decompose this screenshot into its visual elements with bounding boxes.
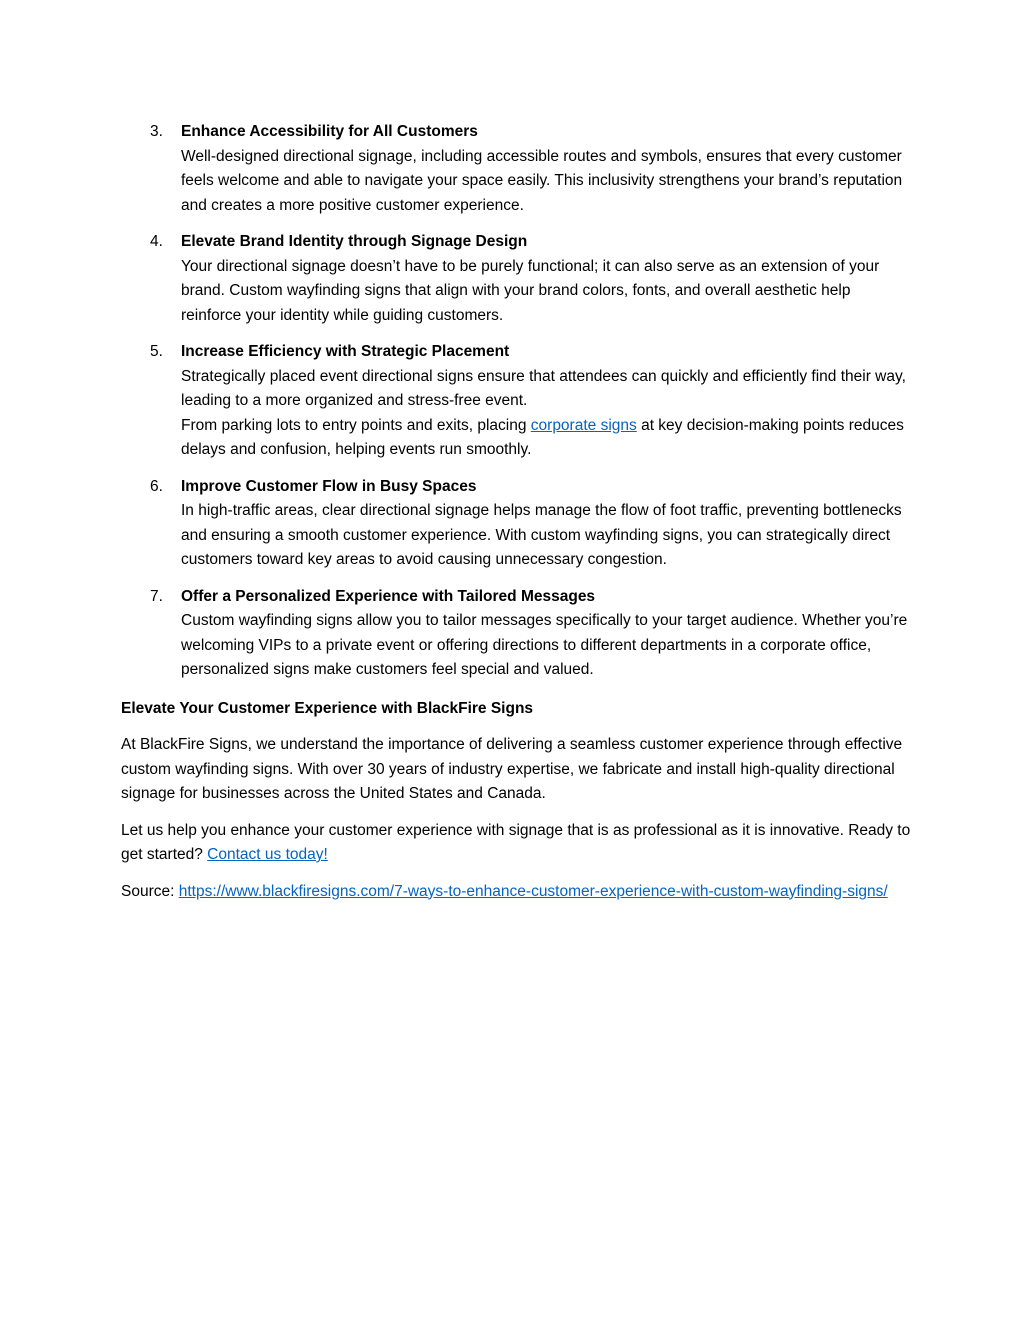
- list-item: [121, 475, 911, 573]
- list-item-body: Well-designed directional signage, including accessible routes and symbols, ensures that every customer feels welcome and able to navigate your space easily. This inclusivity strengthens your brand’s reputation and creates a more positive customer experience.: [181, 147, 903, 214]
- source-label: Source:: [121, 882, 179, 900]
- contact-us-link[interactable]: Contact us today!: [207, 846, 328, 863]
- cta-paragraph: [121, 819, 911, 868]
- list-item-title: Improve Customer Flow in Busy Spaces: [181, 477, 477, 495]
- cta-text: Let us help you enhance your customer experience with signage that is as professional as it is innovative. Ready to get started?: [121, 821, 911, 863]
- source-link[interactable]: https://www.blackfiresigns.com/7-ways-to-enhance-customer-experience-with-custom-wayfinding-signs/: [178, 882, 888, 900]
- source-paragraph: [121, 880, 911, 905]
- list-item-body-text: at key decision-making points reduces delays and confusion, helping events run smoothly.: [181, 416, 904, 458]
- body-paragraph: At BlackFire Signs, we understand the importance of delivering a seamless customer experience through effective custom wayfinding signs. With over 30 years of industry expertise, we fabricate and install high-quality directional signage for businesses across the United States and Canada.: [121, 736, 903, 802]
- list-item-body-continued: [181, 414, 911, 463]
- list-item-number: 5.: [150, 343, 163, 360]
- corporate-signs-link[interactable]: corporate signs: [530, 416, 637, 434]
- list-item-number: 4.: [150, 233, 163, 250]
- list-item-number: 3.: [150, 123, 163, 140]
- section-heading: Elevate Your Customer Experience with BlackFire Signs: [121, 699, 534, 717]
- list-item: [121, 120, 911, 218]
- list-item: [121, 340, 911, 463]
- list-item-body: Custom wayfinding signs allow you to tailor messages specifically to your target audience. Whether you’re welcoming VIPs to a private event or offering directions to different departments in a corporate office, personalized signs make customers feel special and valued.: [181, 612, 908, 678]
- document-body: [121, 120, 911, 916]
- list-item-number: 7.: [150, 587, 163, 605]
- list-item: [121, 230, 911, 328]
- list-item-title: Elevate Brand Identity through Signage Design: [181, 233, 528, 250]
- list-item: [121, 585, 911, 683]
- list-item-title: Offer a Personalized Experience with Tailored Messages: [181, 587, 596, 605]
- list-item-body: In high-traffic areas, clear directional signage helps manage the flow of foot traffic, preventing bottlenecks and ensuring a smooth customer experience. With custom wayfinding signs, you can strategically direct customers toward key areas to avoid causing unnecessary congestion.: [181, 502, 902, 568]
- list-item-body-text: From parking lots to entry points and exits, placing: [181, 416, 531, 434]
- list-item-number: 6.: [150, 477, 163, 495]
- list-item-title: Enhance Accessibility for All Customers: [181, 123, 478, 140]
- list-item-body: Your directional signage doesn’t have to be purely functional; it can also serve as an extension of your brand. Custom wayfinding signs that align with your brand colors, fonts, and overall aesthetic help reinforce your identity while guiding customers.: [181, 257, 880, 324]
- list-item-body: Strategically placed event directional signs ensure that attendees can quickly and efficiently find their way, leading to a more organized and stress-free event.: [181, 367, 906, 409]
- list-item-title: Increase Efficiency with Strategic Placement: [181, 343, 510, 360]
